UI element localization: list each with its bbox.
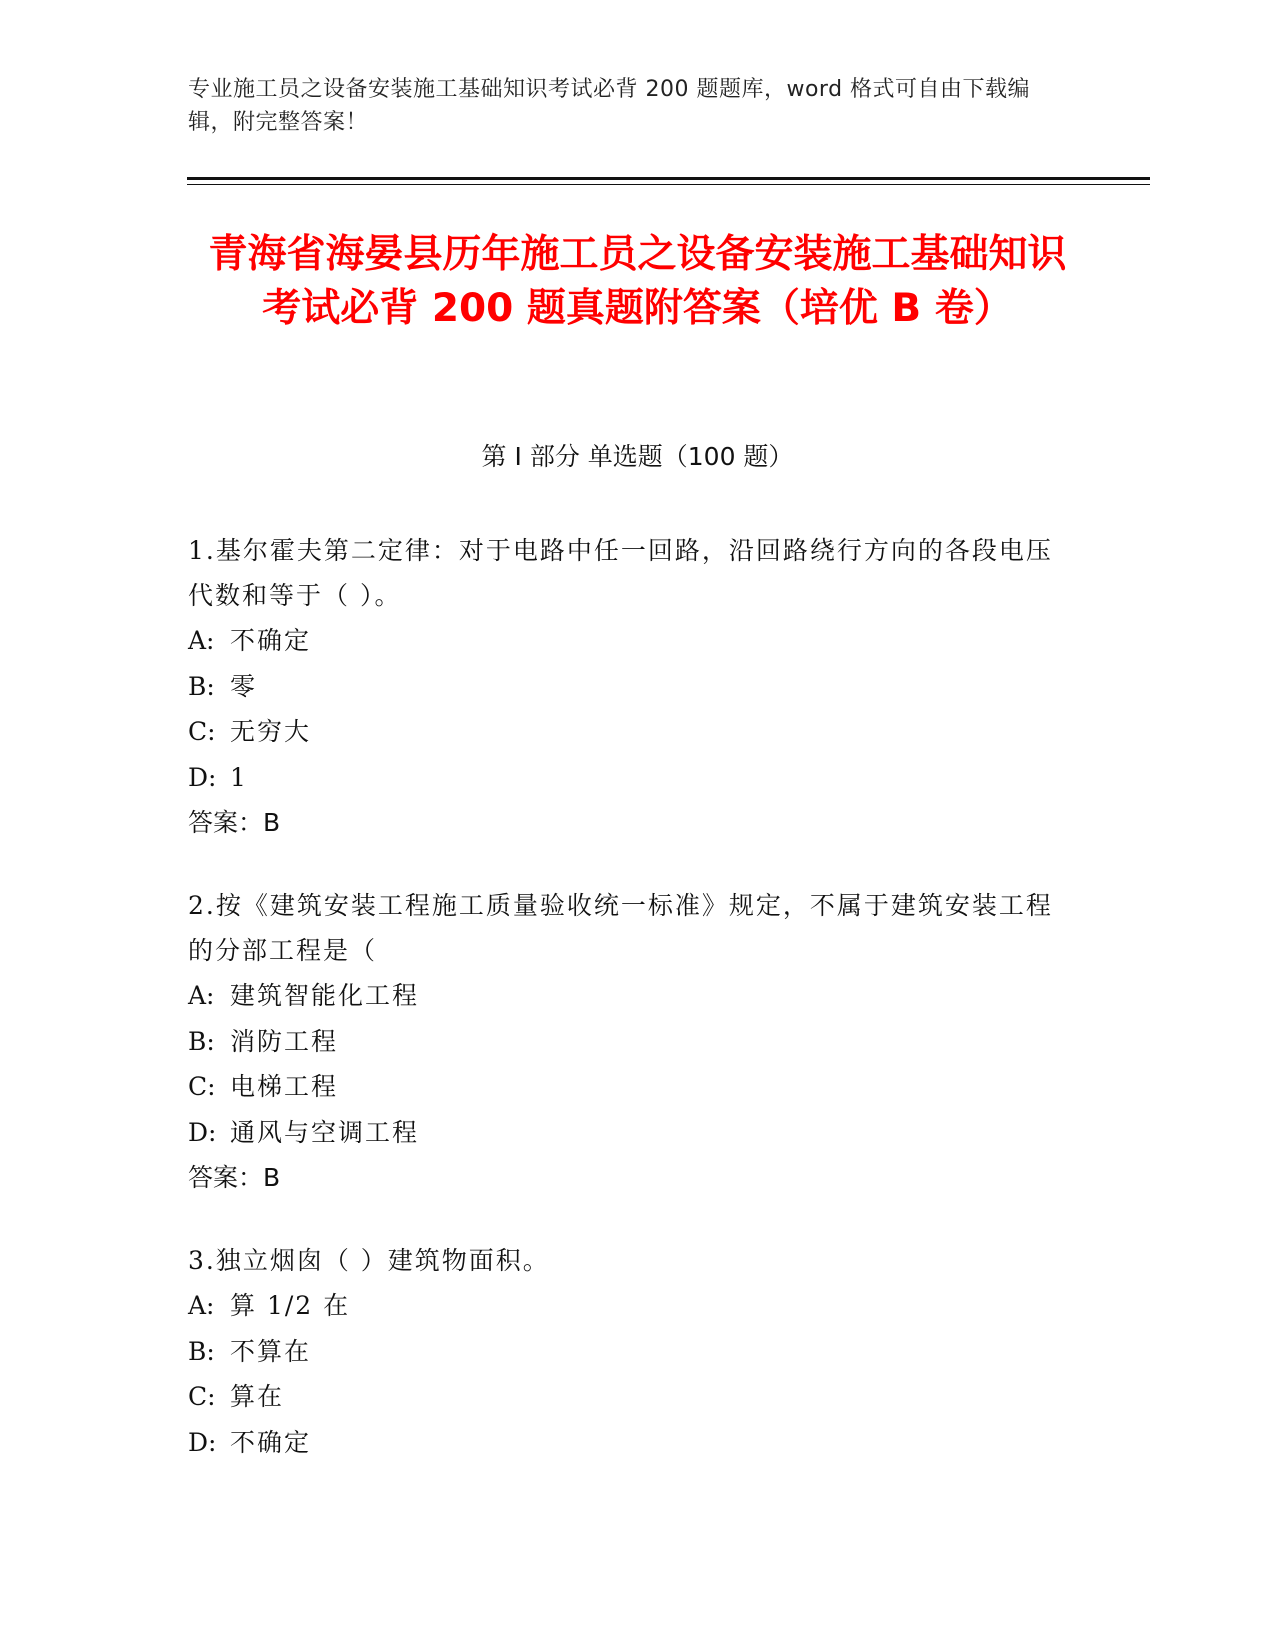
option-text: 无穷大 <box>230 717 312 746</box>
option-d <box>188 755 1068 801</box>
option-letter: A: <box>188 626 215 655</box>
question-stem: 3.独立烟囱（ ）建筑物面积。 <box>188 1246 550 1275</box>
option-text: 零 <box>230 671 258 701</box>
option-letter: C: <box>188 717 216 746</box>
option-letter: D: <box>188 762 217 792</box>
option-letter: C: <box>188 1072 216 1101</box>
option-text: 电梯工程 <box>230 1072 339 1101</box>
option-text: 不确定 <box>230 626 312 655</box>
option-letter: D: <box>188 1117 217 1147</box>
option-a <box>188 618 1068 664</box>
question-1 <box>188 528 1068 845</box>
option-b <box>188 1329 1068 1375</box>
answer: 答案：B <box>188 808 281 837</box>
option-text: 1 <box>230 762 248 792</box>
option-text: 算在 <box>230 1382 285 1411</box>
section-title: 第 I 部分 单选题（100 题） <box>481 442 794 471</box>
header-note: 专业施工员之设备安装施工基础知识考试必背 200 题题库，word 格式可自由下载编辑，附完整答案！ <box>188 77 1031 135</box>
option-text: 不算在 <box>230 1336 312 1366</box>
option-d <box>188 1420 1068 1466</box>
option-c <box>188 1064 1068 1110</box>
option-b <box>188 664 1068 710</box>
question-2 <box>188 883 1068 1200</box>
option-letter: A: <box>188 1291 215 1320</box>
option-c <box>188 709 1068 755</box>
option-letter: B: <box>188 1026 215 1056</box>
option-text: 算 1/2 在 <box>230 1291 351 1320</box>
option-a <box>188 973 1068 1019</box>
option-letter: C: <box>188 1382 216 1411</box>
option-letter: A: <box>188 981 215 1010</box>
header-rule-thin <box>187 184 1150 185</box>
answer: 答案：B <box>188 1163 281 1192</box>
question-3 <box>188 1238 1068 1465</box>
document-title: 青海省海晏县历年施工员之设备安装施工基础知识考试必背 200 题真题附答案（培优 B 卷） <box>208 232 1067 331</box>
option-letter: B: <box>188 1336 215 1366</box>
option-text: 消防工程 <box>230 1026 339 1056</box>
question-stem: 2.按《建筑安装工程施工质量验收统一标准》规定，不属于建筑安装工程的分部工程是（ <box>188 891 1053 965</box>
option-text: 建筑智能化工程 <box>230 981 420 1010</box>
header-rule-thick <box>187 177 1150 180</box>
option-letter: D: <box>188 1427 217 1457</box>
option-b <box>188 1019 1068 1065</box>
question-list <box>188 528 1068 1503</box>
option-text: 不确定 <box>230 1427 312 1457</box>
option-text: 通风与空调工程 <box>230 1117 420 1147</box>
option-d <box>188 1110 1068 1156</box>
question-stem: 1.基尔霍夫第二定律：对于电路中任一回路，沿回路绕行方向的各段电压代数和等于（ ）。 <box>188 536 1053 610</box>
option-c <box>188 1374 1068 1420</box>
option-a <box>188 1283 1068 1329</box>
option-letter: B: <box>188 671 215 701</box>
